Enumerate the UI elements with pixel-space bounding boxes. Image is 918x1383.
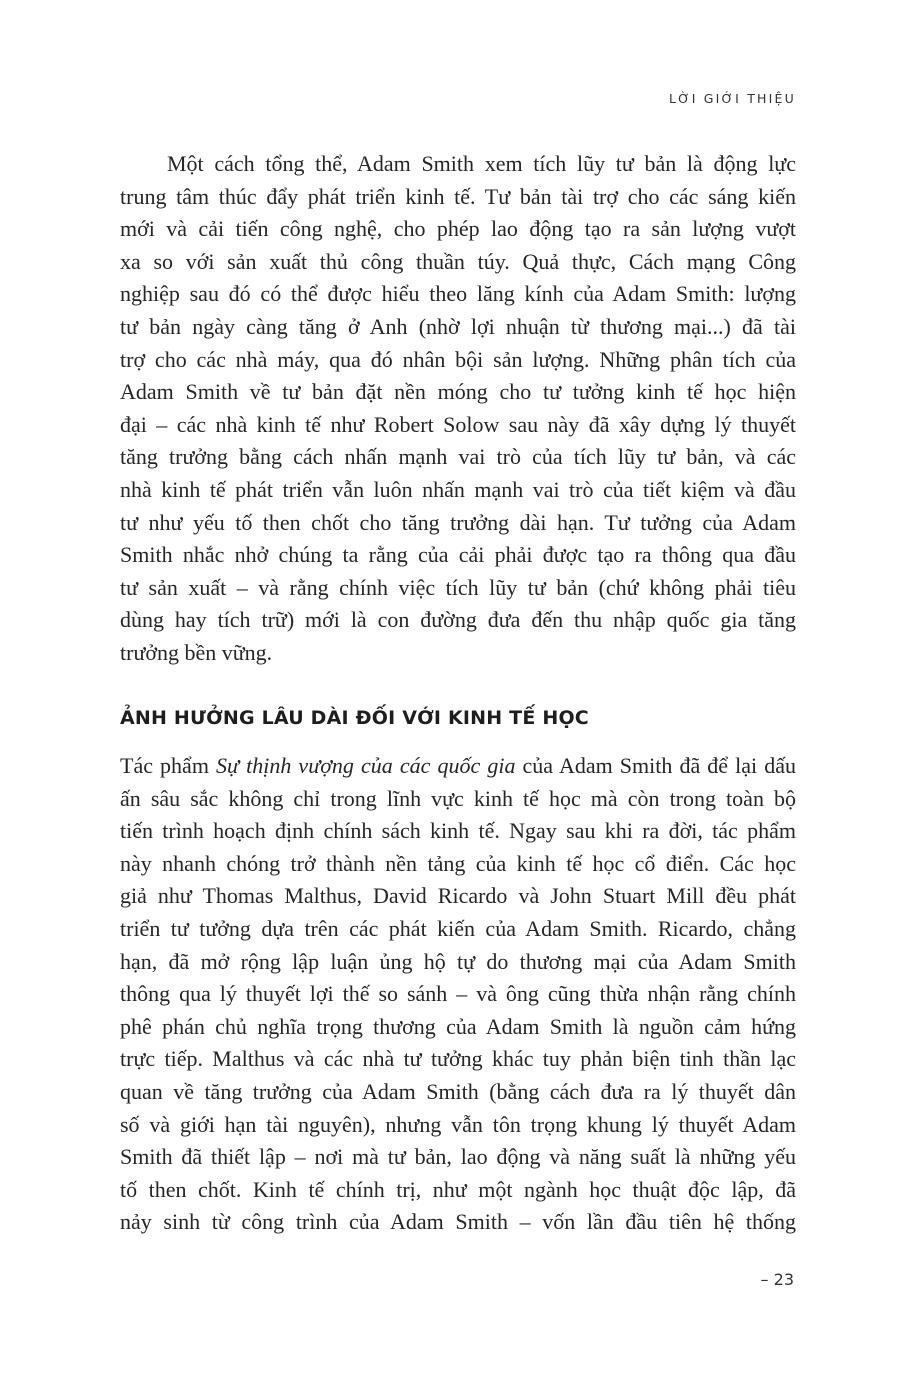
text-line: tiến trình hoạch định chính sách kinh tế. Ngay sau khi ra đời, tác phẩm — [120, 818, 796, 844]
paragraph-lasting-influence — [120, 750, 796, 1239]
text-line: phê phán chủ nghĩa trọng thương của Adam Smith là nguồn cảm hứng — [120, 1013, 796, 1039]
text-line: mới và cải tiến công nghệ, cho phép lao động tạo ra sản lượng vượt — [120, 216, 796, 242]
section-heading: ẢNH HƯỞNG LÂU DÀI ĐỐI VỚI KINH TẾ HỌC — [120, 707, 589, 729]
text-line: Một cách tổng thể, Adam Smith xem tích lũy tư bản là động lực — [167, 151, 796, 176]
book-title-italic: Sự thịnh vượng của các quốc gia — [216, 753, 516, 778]
text-line: nảy sinh từ công trình của Adam Smith – vốn lần đầu tiên hệ thống — [120, 1209, 796, 1235]
text-line: Smith đã thiết lập – nơi mà tư bản, lao động và năng suất là những yếu — [120, 1144, 796, 1170]
text-line: quan về tăng trưởng của Adam Smith (bằng cách đưa ra lý thuyết dân — [120, 1078, 796, 1104]
text-line: trưởng bền vững. — [120, 639, 273, 665]
text-line: ấn sâu sắc không chỉ trong lĩnh vực kinh tế học mà còn trong toàn bộ — [120, 785, 796, 811]
text-line: nhà kinh tế phát triển vẫn luôn nhấn mạnh vai trò của tiết kiệm và đầu — [120, 476, 796, 502]
page-number: – 23 — [760, 1270, 794, 1289]
text-line: số và giới hạn tài nguyên), nhưng vẫn tôn trọng khung lý thuyết Adam — [120, 1111, 796, 1137]
text-line: trực tiếp. Malthus và các nhà tư tưởng khác tuy phản biện tinh thần lạc — [120, 1046, 796, 1072]
text-line: triển tư tưởng dựa trên các phát kiến của Adam Smith. Ricardo, chẳng — [120, 915, 796, 941]
text-line: trợ cho các nhà máy, qua đó nhân bội sản lượng. Những phân tích của — [120, 346, 796, 372]
text-line: hạn, đã mở rộng lập luận ủng hộ tự do thương mại của Adam Smith — [120, 948, 796, 974]
running-header: LỜI GIỚI THIỆU — [668, 91, 796, 106]
text-line: tư bản ngày càng tăng ở Anh (nhờ lợi nhuận từ thương mại...) đã tài — [120, 313, 796, 339]
text-line: thông qua lý thuyết lợi thế so sánh – và ông cũng thừa nhận rằng chính — [120, 981, 796, 1007]
text-line — [120, 750, 796, 783]
text-line: dùng hay tích trữ) mới là con đường đưa đến thu nhập quốc gia tăng — [120, 607, 796, 633]
text-line: giả như Thomas Malthus, David Ricardo và John Stuart Mill đều phát — [120, 883, 796, 909]
text-line: nghiệp sau đó có thể được hiểu theo lăng kính của Adam Smith: lượng — [120, 281, 796, 307]
text-line: Smith nhắc nhở chúng ta rằng của cải phải được tạo ra thông qua đầu — [120, 542, 796, 568]
text-line: Adam Smith về tư bản đặt nền móng cho tư tưởng kinh tế học hiện — [120, 379, 796, 405]
text-run: của Adam Smith đã để lại dấu — [515, 753, 796, 778]
text-line: tư như yếu tố then chốt cho tăng trưởng dài hạn. Tư tưởng của Adam — [120, 509, 796, 535]
text-line: tư sản xuất – và rằng chính việc tích lũy tư bản (chứ không phải tiêu — [120, 574, 796, 600]
text-line: trung tâm thúc đẩy phát triển kinh tế. Tư bản tài trợ cho các sáng kiến — [120, 183, 796, 209]
text-run: Tác phẩm — [120, 753, 217, 778]
text-line: tố then chốt. Kinh tế chính trị, như một ngành học thuật độc lập, đã — [120, 1176, 796, 1202]
paragraph-capital-accumulation — [120, 148, 796, 670]
text-line: tăng trưởng bằng cách nhấn mạnh vai trò của tích lũy tư bản, và các — [120, 444, 796, 470]
text-line: này nhanh chóng trở thành nền tảng của kinh tế học cổ điển. Các học — [120, 850, 796, 876]
text-line: xa so với sản xuất thủ công thuần túy. Quả thực, Cách mạng Công — [120, 248, 796, 274]
text-line: đại – các nhà kinh tế như Robert Solow sau này đã xây dựng lý thuyết — [120, 411, 796, 437]
